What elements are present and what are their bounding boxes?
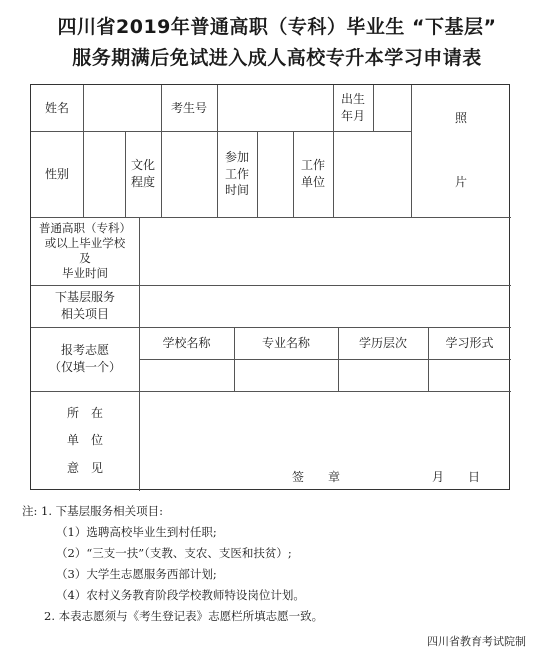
label-graduation-school: 普通高职（专科） 或以上毕业学校 及 毕业时间 <box>39 221 131 280</box>
column-school-name: 学校名称 <box>162 335 211 350</box>
issuer-label: 四川省教育考试院制 <box>427 635 526 648</box>
application-form-table <box>30 84 510 490</box>
label-education: 文化 程度 <box>130 158 155 189</box>
note-line-5: （4）农村义务教育阶段学校教师特设岗位计划。 <box>56 588 305 602</box>
note-line-4: （3）大学生志愿服务西部计划; <box>56 567 217 581</box>
note-line-1: 注: 1. 下基层服务相关项目: <box>22 504 164 518</box>
form-title-line-2: 服务期满后免试进入成人高校专升本学习申请表 <box>72 47 482 69</box>
col-line <box>83 85 84 217</box>
note-line-6: 2. 本表志愿须与《考生登记表》志愿栏所填志愿一致。 <box>44 609 324 623</box>
label-work-time: 参加 工作 时间 <box>224 149 249 198</box>
label-application-wish: 报考志愿 （仅填一个） <box>48 343 121 374</box>
row-line <box>139 359 511 360</box>
label-work-unit: 工作 单位 <box>300 158 325 189</box>
label-birth: 出生 年月 <box>340 92 365 123</box>
column-major-name: 专业名称 <box>261 335 310 350</box>
label-name: 姓名 <box>44 100 69 115</box>
note-line-2: （1）选聘高校毕业生到村任职; <box>56 525 217 539</box>
col-line <box>373 85 374 131</box>
label-exam-number: 考生号 <box>170 100 207 115</box>
label-unit-opinion: 所 在 单 位 意 见 <box>66 405 103 475</box>
label-service-project: 下基层服务 相关项目 <box>54 290 115 321</box>
note-line-3: （2）“三支一扶”（支教、支农、支医和扶贫）; <box>56 546 292 560</box>
col-line <box>217 85 218 131</box>
label-photo-bottom: 片 <box>454 174 467 189</box>
label-date: 月 日 <box>431 469 480 484</box>
column-degree-level: 学历层次 <box>358 335 407 350</box>
col-line <box>257 131 258 217</box>
label-seal: 签 章 <box>291 469 340 484</box>
label-gender: 性别 <box>44 166 69 181</box>
form-title-line-1: 四川省2019年普通高职（专科）毕业生 “下基层” <box>57 16 497 38</box>
label-photo-top: 照 <box>454 110 467 125</box>
column-study-form: 学习形式 <box>445 335 494 350</box>
